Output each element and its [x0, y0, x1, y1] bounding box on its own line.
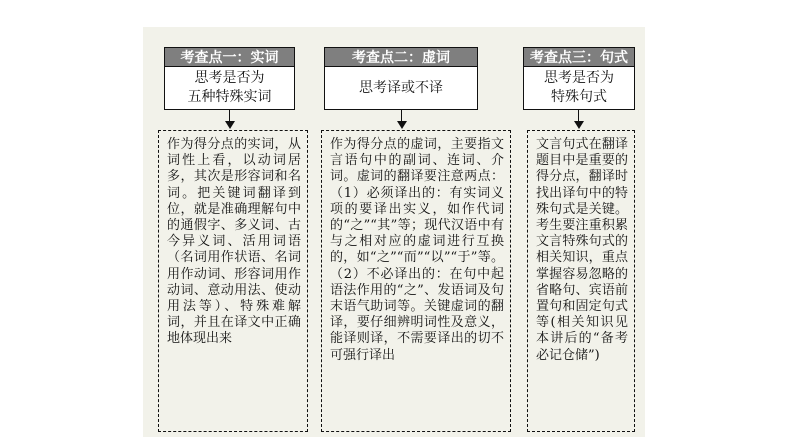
detail-shici: 作为得分点的实词，从词性上看，以动词居多，其次是形容词和名词。把关键词翻译到位，就是准确理解句中的通假字、多义词、古今异义词、活用词语（名词用作状语、名词用作动词、形容词用作动词、意动用法、使动用法等）、特殊难解词，并且在译文中正确地体现出来	[158, 130, 308, 432]
sub-box-xuci	[324, 66, 478, 110]
header-jushi: 考查点三：句式	[523, 47, 635, 67]
sub-line: 思考是否为	[544, 70, 614, 86]
sub-box-shici	[164, 66, 295, 110]
sub-line: 五种特殊实词	[187, 89, 272, 105]
header-xuci: 考查点二：虚词	[324, 47, 478, 67]
sub-box-jushi	[523, 66, 635, 110]
sub-line: 特殊句式	[551, 89, 607, 105]
arrow-down-icon	[397, 121, 407, 129]
sub-line: 思考译或不译	[359, 79, 443, 96]
arrow-down-icon	[574, 121, 584, 129]
header-shici: 考查点一：实词	[164, 47, 295, 67]
detail-jushi: 文言句式在翻译题目中是重要的得分点，翻译时找出译句中的特殊句式是关键。考生要注重积累文言特殊句式的相关知识，重点掌握容易忽略的省略句、宾语前置句和固定句式等(相关知识见本讲后的“备考必记仓储”)	[527, 130, 635, 432]
sub-line: 思考是否为	[194, 70, 265, 86]
arrow-down-icon	[225, 121, 235, 129]
detail-xuci: 作为得分点的虚词，主要指文言语句中的副词、连词、介词。虚词的翻译要注意两点：（1）必须译出的：有实词义项的要译出实义，如作代词的“之”“其”等；现代汉语中有与之相对应的虚词进行互换的，如“之”“而”“以”“于”等。（2）不必译出的：在句中起语法作用的“之”、发语词及句末语气助词等。关键虚词的翻译，要仔细辨明词性及意义，能译则译，不需要译出的切不可强行译出	[321, 130, 511, 432]
